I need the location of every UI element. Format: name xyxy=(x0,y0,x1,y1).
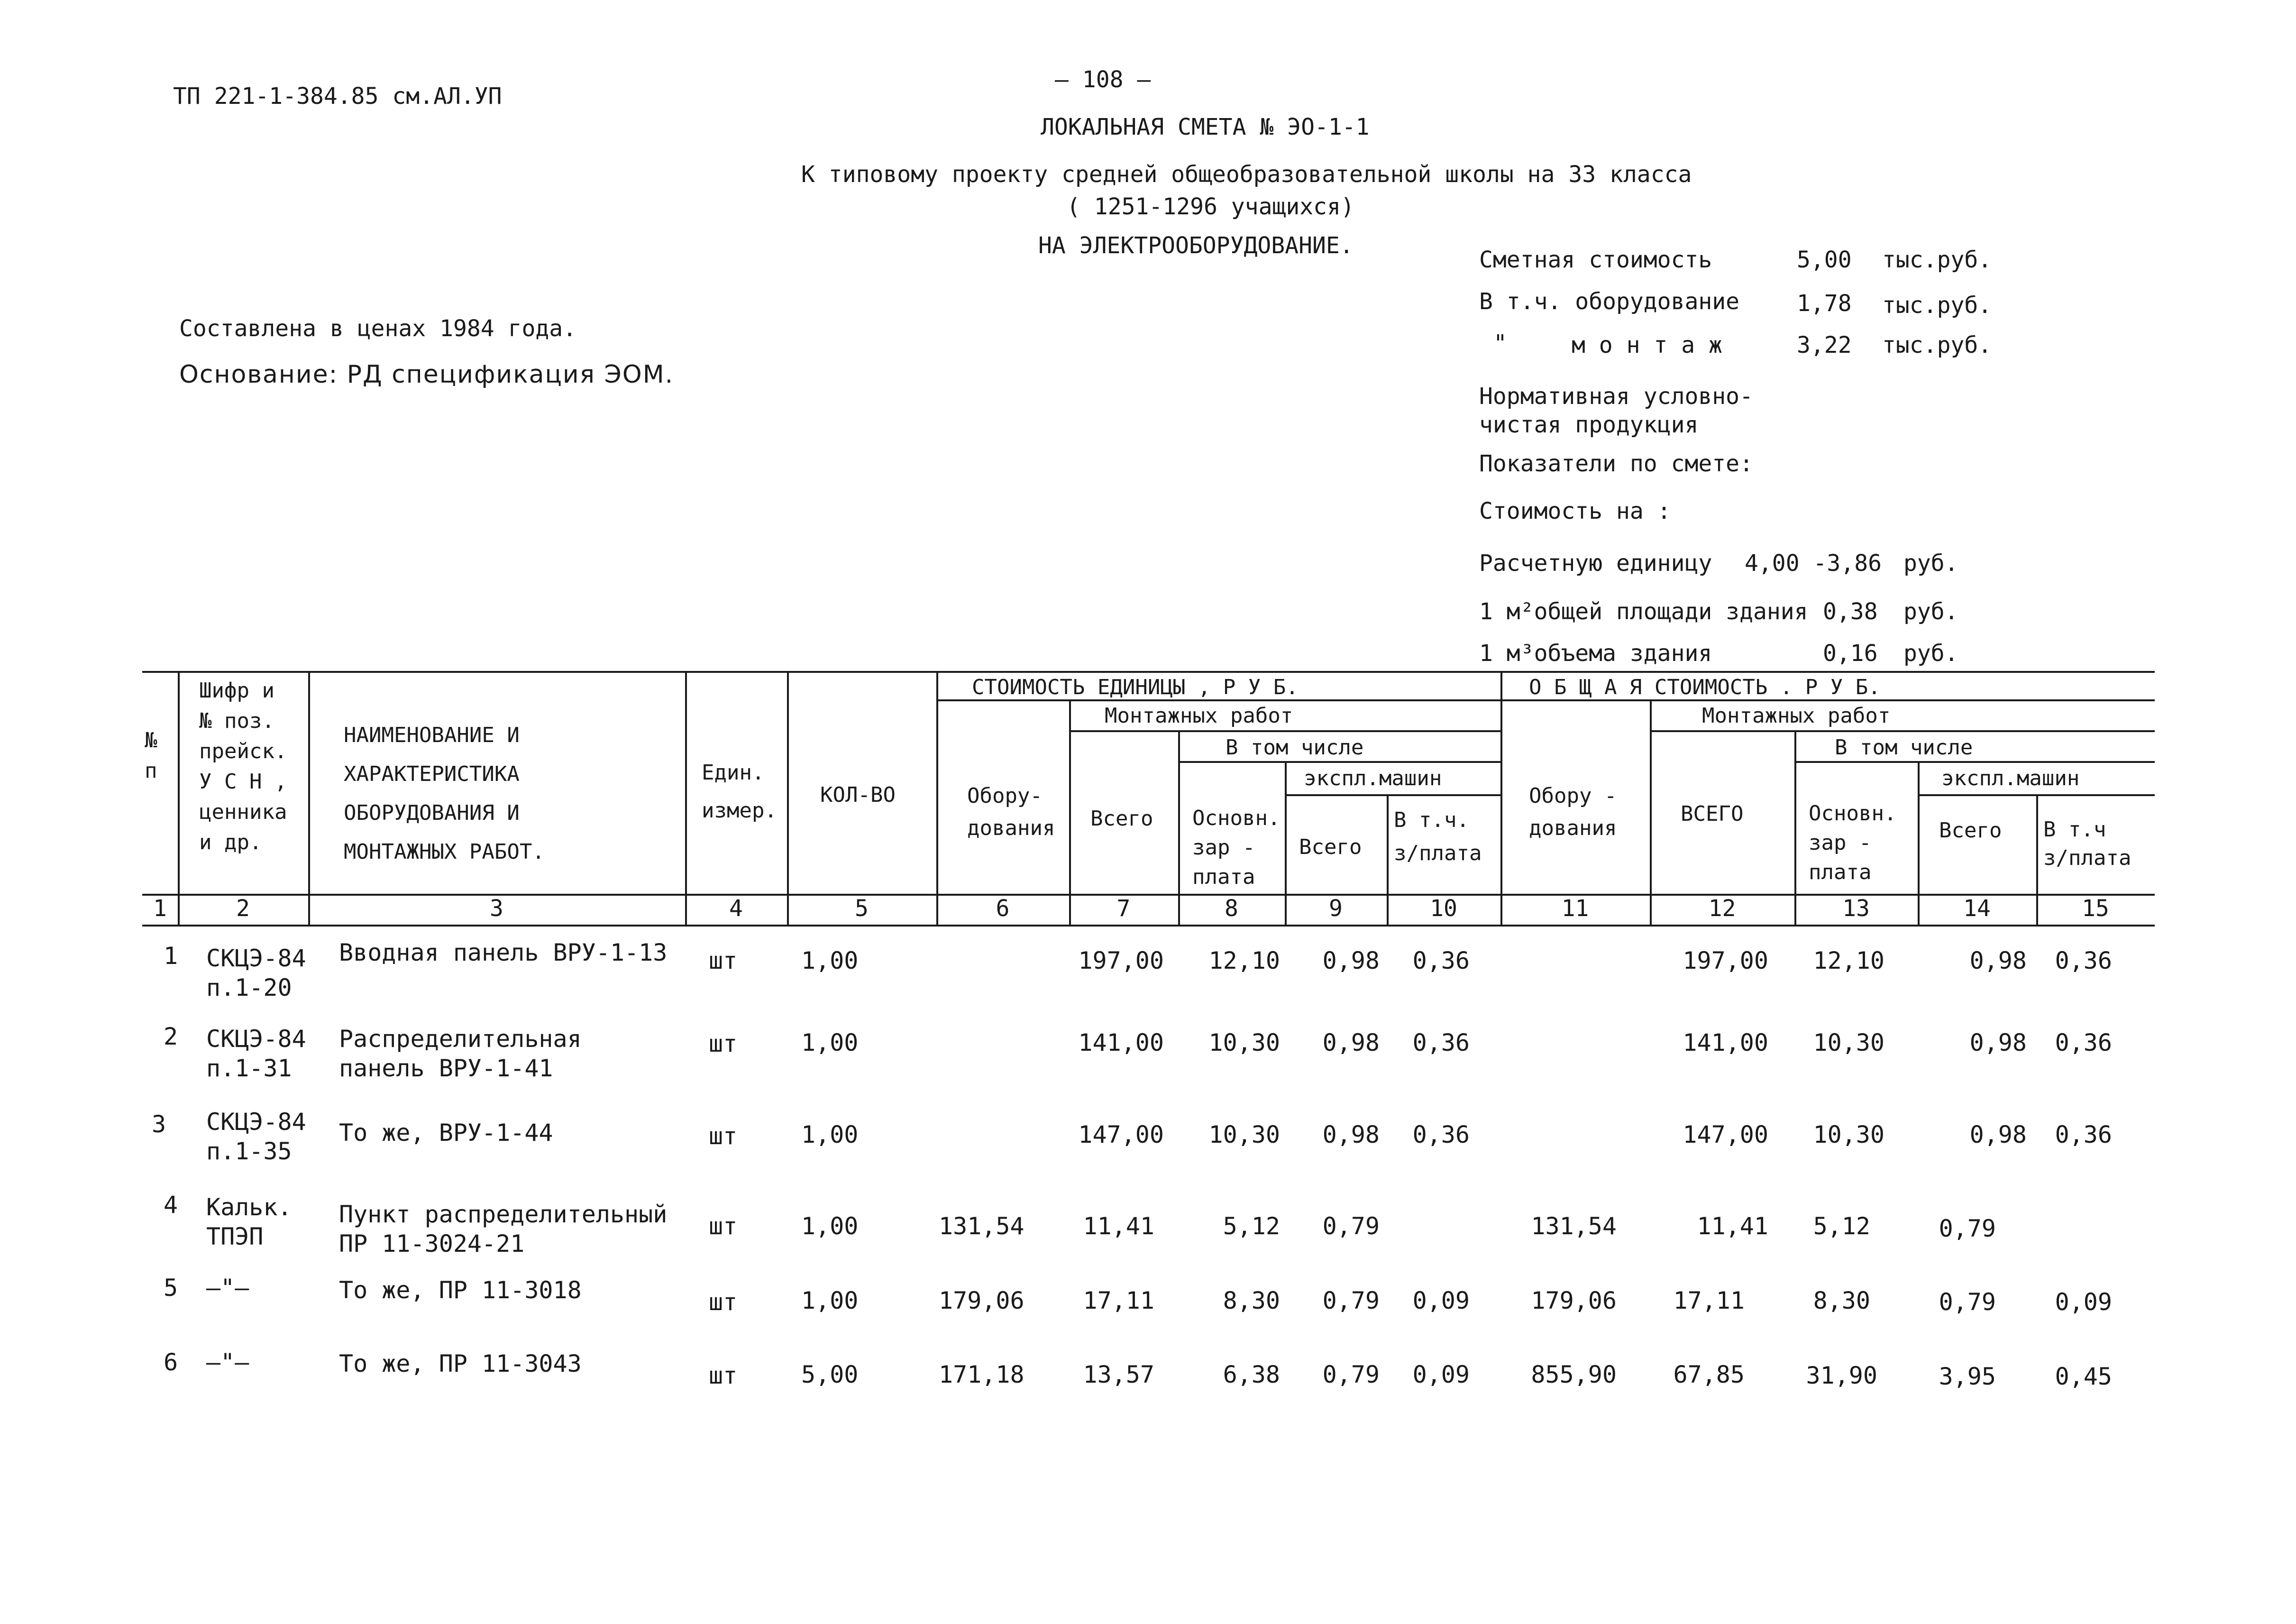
header-name: НАИМЕНОВАНИЕ И ХАРАКТЕРИСТИКА ОБОРУДОВАНИЯ И МОНТАЖНЫХ РАБОТ. xyxy=(344,723,545,864)
calc-unit-currency: руб. xyxy=(1903,550,1958,577)
row-code: —"— xyxy=(206,1274,249,1302)
row-c15: 0,09 xyxy=(2055,1288,2112,1316)
row-c15: 0,36 xyxy=(2055,1029,2112,1056)
row-c7: 13,57 xyxy=(1083,1361,1154,1388)
col-sep-2 xyxy=(308,671,310,925)
page-title: ЛОКАЛЬНАЯ СМЕТА № ЭО-1-1 xyxy=(1041,114,1370,140)
header-line-machines xyxy=(1285,794,1500,796)
row-c7: 147,00 xyxy=(1078,1121,1164,1148)
row-no: 6 xyxy=(164,1349,178,1376)
col-number: 5 xyxy=(855,895,869,922)
row-c9: 0,79 xyxy=(1322,1287,1380,1314)
row-c9: 0,79 xyxy=(1322,1361,1380,1388)
row-c15: 0,36 xyxy=(2055,1121,2112,1148)
row-c6: 131,54 xyxy=(939,1212,1025,1240)
header-machines-total: экспл.машин xyxy=(1941,766,2080,790)
normative-label-2: чистая продукция xyxy=(1479,412,1699,438)
row-c6: 171,18 xyxy=(939,1361,1025,1388)
row-qty: 1,00 xyxy=(801,1121,859,1148)
row-qty: 1,00 xyxy=(801,1029,859,1056)
row-c8: 12,10 xyxy=(1208,947,1280,974)
col-number: 14 xyxy=(1963,895,1991,922)
col-number: 13 xyxy=(1842,895,1870,922)
header-install-total: Монтажных работ xyxy=(1702,704,1891,728)
area-currency: руб. xyxy=(1903,598,1958,625)
row-qty: 1,00 xyxy=(801,1287,859,1314)
row-c13: 10,30 xyxy=(1813,1029,1884,1056)
installation-unit: тыс.руб. xyxy=(1882,332,1992,358)
row-name: То же, ПР 11-3043 xyxy=(339,1350,582,1377)
area-label: 1 м²общей площади здания xyxy=(1479,598,1808,625)
row-code: СКЦЭ-84 п.1-35 xyxy=(206,1108,306,1165)
row-c12: 141,00 xyxy=(1683,1029,1768,1056)
row-no: 4 xyxy=(164,1191,178,1219)
row-name: Пункт распределительный ПР 11-3024-21 xyxy=(339,1201,668,1257)
row-c14: 0,98 xyxy=(1969,1029,2027,1056)
row-c9: 0,98 xyxy=(1322,1121,1380,1148)
prices-note: Составлена в ценах 1984 года. xyxy=(179,315,577,342)
col-number: 1 xyxy=(153,895,167,922)
row-no: 2 xyxy=(164,1023,178,1050)
row-c8: 10,30 xyxy=(1208,1029,1280,1056)
row-c10: 0,36 xyxy=(1412,1121,1470,1148)
estimated-cost-value: 5,00 xyxy=(1797,247,1852,273)
row-name: То же, ПР 11-3018 xyxy=(339,1276,582,1304)
header-install-all: Всего xyxy=(1090,807,1153,831)
row-c12: 17,11 xyxy=(1673,1287,1745,1314)
page-number: — 108 — xyxy=(1055,66,1151,93)
area-value: 0,38 xyxy=(1823,598,1878,625)
row-c7: 141,00 xyxy=(1078,1029,1164,1056)
row-c11: 855,90 xyxy=(1531,1361,1617,1388)
row-c11: 131,54 xyxy=(1531,1212,1617,1240)
row-name: Вводная панель ВРУ-1-13 xyxy=(339,939,668,966)
subtitle-line-2: ( 1251-1296 учащихся) xyxy=(1067,193,1354,220)
row-c14: 0,98 xyxy=(1969,947,2027,974)
row-unit: шт xyxy=(709,947,738,974)
row-c13: 10,30 xyxy=(1813,1121,1884,1148)
volume-label: 1 м³объема здания xyxy=(1479,640,1712,667)
row-c7: 197,00 xyxy=(1078,947,1164,974)
header-machines-wage: В т.ч. з/плата xyxy=(1394,808,1482,865)
basis-note: Основание: РД спецификация ЭОМ. xyxy=(179,360,674,389)
header-qty: КОЛ-ВО xyxy=(820,783,896,807)
estimated-cost-label: Сметная стоимость xyxy=(1479,247,1712,273)
header-basic-wage: Основн. зар - плата xyxy=(1192,806,1281,889)
row-c8: 8,30 xyxy=(1223,1287,1280,1314)
equipment-value: 1,78 xyxy=(1797,290,1852,317)
col-sep-3 xyxy=(685,671,687,925)
header-install-all-total: ВСЕГО xyxy=(1681,802,1744,826)
row-c8: 6,38 xyxy=(1223,1361,1280,1388)
row-qty: 1,00 xyxy=(801,947,859,974)
row-c14: 3,95 xyxy=(1939,1363,1996,1390)
calc-unit-label: Расчетную единицу xyxy=(1479,550,1712,577)
row-c10: 0,09 xyxy=(1412,1287,1470,1314)
row-unit: шт xyxy=(709,1030,738,1057)
volume-value: 0,16 xyxy=(1823,640,1878,667)
row-c13: 31,90 xyxy=(1806,1362,1877,1389)
row-c14: 0,79 xyxy=(1939,1215,1996,1242)
header-unit-cost: СТОИМОСТЬ ЕДИНИЦЫ , Р У Б. xyxy=(972,675,1299,699)
row-c10: 0,36 xyxy=(1412,1029,1470,1056)
col-number: 7 xyxy=(1116,895,1131,922)
col-number: 9 xyxy=(1329,895,1343,922)
row-c8: 10,30 xyxy=(1208,1121,1280,1148)
col-sep-1 xyxy=(178,671,180,925)
row-name: То же, ВРУ-1-44 xyxy=(339,1119,553,1147)
header-machines-all-total: Всего xyxy=(1939,818,2002,843)
col-sep-5 xyxy=(936,671,938,925)
header-machines-wage-total: В т.ч з/плата xyxy=(2043,817,2131,870)
header-total-cost: О Б Щ А Я СТОИМОСТЬ . Р У Б. xyxy=(1529,675,1881,699)
header-equipment-total: Обору - дования xyxy=(1529,784,1617,840)
row-no: 3 xyxy=(152,1110,166,1138)
row-c7: 17,11 xyxy=(1083,1287,1154,1314)
equipment-label: В т.ч. оборудование xyxy=(1479,288,1740,315)
volume-currency: руб. xyxy=(1903,640,1958,667)
col-number: 6 xyxy=(996,895,1010,922)
row-c13: 12,10 xyxy=(1813,947,1884,974)
installation-ditto-mark: " xyxy=(1493,330,1507,357)
row-no: 1 xyxy=(164,942,178,970)
row-no: 5 xyxy=(164,1274,178,1302)
row-code: СКЦЭ-84 п.1-20 xyxy=(206,945,306,1001)
header-basic-wage-total: Основн. зар - плата xyxy=(1809,801,1897,884)
header-incl-total: В том числе xyxy=(1835,735,1973,760)
col-sep-6 xyxy=(1069,699,1071,925)
row-c14: 0,79 xyxy=(1939,1288,1996,1316)
header-equipment: Обору- дования xyxy=(967,784,1055,840)
row-qty: 1,00 xyxy=(801,1212,859,1240)
col-number: 10 xyxy=(1430,895,1457,922)
row-qty: 5,00 xyxy=(801,1361,859,1388)
col-sep-11 xyxy=(1650,699,1652,925)
row-unit: шт xyxy=(709,1212,738,1240)
header-machines: экспл.машин xyxy=(1304,766,1442,790)
row-c13: 8,30 xyxy=(1813,1287,1870,1314)
row-code: Кальк. ТПЭП xyxy=(206,1193,292,1250)
col-number: 15 xyxy=(2082,895,2109,922)
row-name: Распределительная панель ВРУ-1-41 xyxy=(339,1025,582,1082)
col-number: 2 xyxy=(236,895,250,922)
row-c9: 0,98 xyxy=(1322,947,1380,974)
col-number: 4 xyxy=(729,895,743,922)
col-number: 12 xyxy=(1708,895,1736,922)
row-c12: 67,85 xyxy=(1673,1361,1745,1388)
subtitle-line-1: К типовому проекту средней общеобразовательной школы на 33 класса xyxy=(801,161,1692,188)
cost-per-label: Стоимость на : xyxy=(1479,498,1671,524)
row-c8: 5,12 xyxy=(1223,1212,1280,1240)
col-sep-4 xyxy=(787,671,789,925)
row-c9: 0,98 xyxy=(1322,1029,1380,1056)
header-unit: Един. измер. xyxy=(702,761,777,823)
row-c9: 0,79 xyxy=(1322,1212,1380,1240)
col-numbers-bottom-line xyxy=(142,925,2155,927)
indicators-label: Показатели по смете: xyxy=(1479,450,1753,477)
row-c14: 0,98 xyxy=(1969,1121,2027,1148)
header-incl: В том числе xyxy=(1226,735,1364,760)
header-machines-all: Всего xyxy=(1299,835,1362,859)
installation-value: 3,22 xyxy=(1797,332,1852,358)
subtitle-line-3: НА ЭЛЕКТРООБОРУДОВАНИЕ. xyxy=(1038,232,1354,259)
row-unit: шт xyxy=(709,1362,738,1389)
row-code: —"— xyxy=(206,1349,249,1376)
header-code: Шифр и № поз. прейск. У С Н , ценника и др. xyxy=(199,679,287,854)
row-c6: 179,06 xyxy=(939,1287,1025,1314)
row-c10: 0,09 xyxy=(1412,1361,1470,1388)
row-unit: шт xyxy=(709,1288,738,1316)
normative-label-1: Нормативная условно- xyxy=(1479,383,1753,410)
row-c12: 147,00 xyxy=(1683,1121,1768,1148)
col-number: 3 xyxy=(490,895,503,922)
row-c12: 197,00 xyxy=(1683,947,1768,974)
installation-label: м о н т а ж xyxy=(1572,332,1722,358)
header-no: № п xyxy=(145,728,157,783)
document-code: ТП 221-1-384.85 см.АЛ.УП xyxy=(173,83,502,110)
row-code: СКЦЭ-84 п.1-31 xyxy=(206,1025,306,1082)
row-c10: 0,36 xyxy=(1412,947,1470,974)
calc-unit-value: 4,00 -3,86 xyxy=(1745,550,1882,577)
col-number: 8 xyxy=(1225,895,1238,922)
col-sep-10 xyxy=(1500,671,1502,925)
estimated-cost-unit: тыс.руб. xyxy=(1882,247,1992,273)
col-number: 11 xyxy=(1561,895,1589,922)
row-c7: 11,41 xyxy=(1083,1212,1154,1240)
header-install: Монтажных работ xyxy=(1105,704,1293,728)
equipment-unit: тыс.руб. xyxy=(1882,292,1992,319)
row-c12: 11,41 xyxy=(1697,1212,1768,1240)
row-c15: 0,36 xyxy=(2055,947,2112,974)
row-unit: шт xyxy=(709,1122,738,1150)
row-c13: 5,12 xyxy=(1813,1212,1870,1240)
row-c15: 0,45 xyxy=(2055,1363,2112,1390)
row-c11: 179,06 xyxy=(1531,1287,1617,1314)
